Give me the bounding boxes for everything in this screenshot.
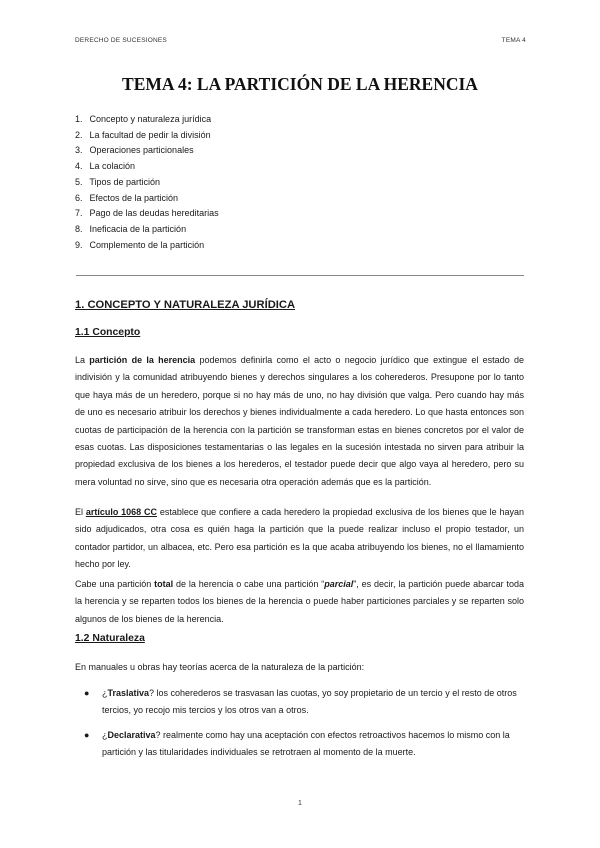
toc-item: 5. Tipos de partición xyxy=(75,176,161,187)
page-number: 1 xyxy=(298,800,302,807)
toc-item: 3. Operaciones particionales xyxy=(75,145,194,156)
toc-item: 6. Efectos de la partición xyxy=(75,192,179,203)
bullet-icon: ● xyxy=(84,730,90,740)
article-reference: artículo 1068 CC xyxy=(85,507,157,517)
table-of-contents xyxy=(75,112,219,253)
horizontal-divider xyxy=(76,275,524,276)
paragraph-tipos: Cabe una partición total de la herencia o cabe una partición “parcial”, es decir, la partición puede abarcar toda la herencia y se reparten todos los bienes de la herencia o puede haber particiones parciales y se reparten solo algunos de los bienes de la herencia. xyxy=(75,579,524,624)
toc-item: 4. La colación xyxy=(75,161,136,172)
paragraph-naturaleza: En manuales u obras hay teorías acerca de la naturaleza de la partición: xyxy=(75,662,365,672)
running-header-left: DERECHO DE SUCESIONES xyxy=(75,37,167,44)
list-item: ● ¿Declarativa? realmente como hay una aceptación con efectos retroactivos hacemos lo mismo con la partición y las titularidades individuales se retrotraen al momento de la muerte. xyxy=(102,727,524,762)
subsection-heading-naturaleza: 1.2 Naturaleza xyxy=(75,633,145,644)
list-item: ● ¿Traslativa? los coherederos se trasvasan las cuotas, yo soy propietario de un tercio y el resto de otros tercios, yo recojo mis tercios y los otros van a otros. xyxy=(102,685,524,720)
toc-item: 8. Ineficacia de la partición xyxy=(75,223,187,234)
bold-term: partición de la herencia xyxy=(89,355,196,365)
toc-item: 1. Concepto y naturaleza jurídica xyxy=(75,114,212,124)
bullet-icon: ● xyxy=(84,688,90,698)
subsection-heading-concepto: 1.1 Concepto xyxy=(75,327,141,338)
paragraph-concepto: La partición de la herencia podemos definirla como el acto o negocio jurídico que extingue el estado de indivisión y la comunidad atribuyendo bienes y derechos singulares a los coherederos. Presupone por lo tanto que haya más de un heredero, porque si no hay más de uno, no hay división que valga. Pero cuando hay más de uno es necesario atribuir los derechos y bienes individualmente a cada heredero. Lo que hasta entonces son cuotas de participación de la herencia con la partición se transforman estas en bienes concretos por el valor de esas cuotas. Las disposiciones testamentarias o las legales en la sucesión intestada no sirven para atribuir la propiedad exclusiva de los bienes a los herederos, el testador puede decir que algo vaya al heredero, pero su mera voluntad no sirve, sino que es necesaria otra operación además que es la partición. xyxy=(75,355,524,487)
toc-item: 7. Pago de las deudas hereditarias xyxy=(75,208,219,219)
page-title: TEMA 4: LA PARTICIÓN DE LA HERENCIA xyxy=(122,74,478,94)
toc-item: 9. Complemento de la partición xyxy=(75,239,205,250)
paragraph-articulo: El artículo 1068 CC establece que confiere a cada heredero la propiedad exclusiva de los bienes que le hayan sido adjudicados, otra cosa es quién haga la partición que la puede realizar incluso el propio testador, un contador partidor, un albacea, etc. Pero esa partición es la que acaba atribuyendo los bienes, no el llamamiento hecho por ley. xyxy=(75,507,525,570)
running-header-right: TEMA 4 xyxy=(501,37,526,44)
section-heading: 1. CONCEPTO Y NATURALEZA JURÍDICA xyxy=(75,299,296,311)
toc-item: 2. La facultad de pedir la división xyxy=(75,129,211,140)
